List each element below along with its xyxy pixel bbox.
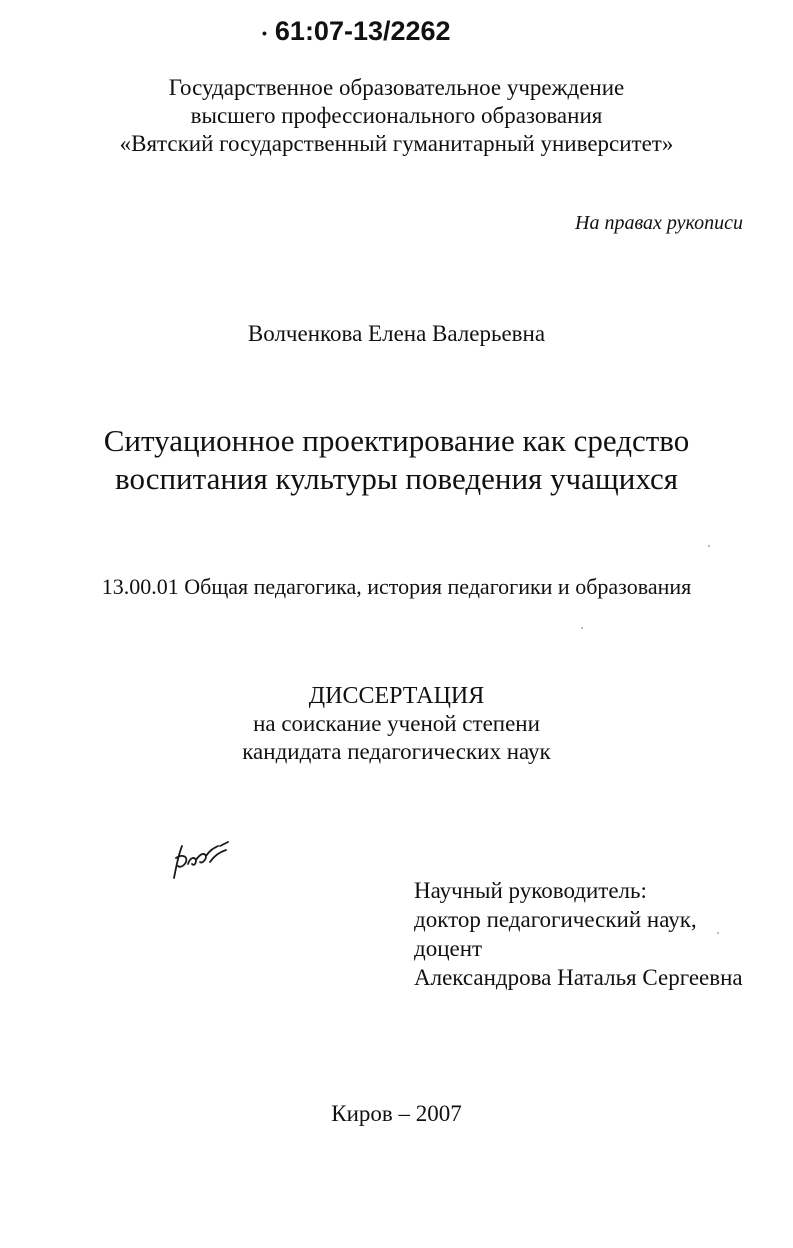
supervisor-degree: доктор педагогический наук,: [414, 907, 697, 932]
degree-line-1: на соискание ученой степени: [253, 711, 540, 736]
institution-line-3: «Вятский государственный гуманитарный университет»: [119, 131, 674, 156]
supervisor-name: Александрова Наталья Сергеевна: [414, 965, 743, 990]
institution-line-2: высшего профессионального образования: [190, 103, 603, 128]
dissertation-block: [0, 682, 793, 766]
institution-line-1: Государственное образовательное учреждение: [168, 75, 625, 100]
manuscript-note: На правах рукописи: [575, 212, 743, 234]
institution-block: [0, 74, 793, 158]
scan-speck: [717, 932, 719, 934]
dissertation-heading: ДИССЕРТАЦИЯ: [308, 683, 485, 709]
title-line-2: воспитания культуры поведения учащихся: [115, 461, 678, 496]
supervisor-block: [414, 876, 743, 992]
bullet-mark: •: [262, 24, 267, 41]
author-name: Волченкова Елена Валерьевна: [247, 321, 546, 346]
catalog-code: [262, 16, 451, 47]
scan-speck: [581, 627, 583, 629]
handwritten-signature: [166, 834, 236, 888]
scan-speck: [708, 545, 710, 547]
degree-line-2: кандидата педагогических наук: [242, 739, 551, 764]
catalog-code-text: 61:07-13/2262: [274, 16, 451, 46]
place-year: Киров – 2007: [331, 1101, 462, 1126]
specialty-code: 13.00.01 Общая педагогика, история педагогики и образования: [101, 574, 692, 599]
supervisor-rank: доцент: [414, 936, 483, 961]
dissertation-title: [0, 422, 793, 498]
supervisor-label: Научный руководитель:: [414, 878, 647, 903]
title-line-1: Ситуационное проектирование как средство: [103, 423, 690, 458]
